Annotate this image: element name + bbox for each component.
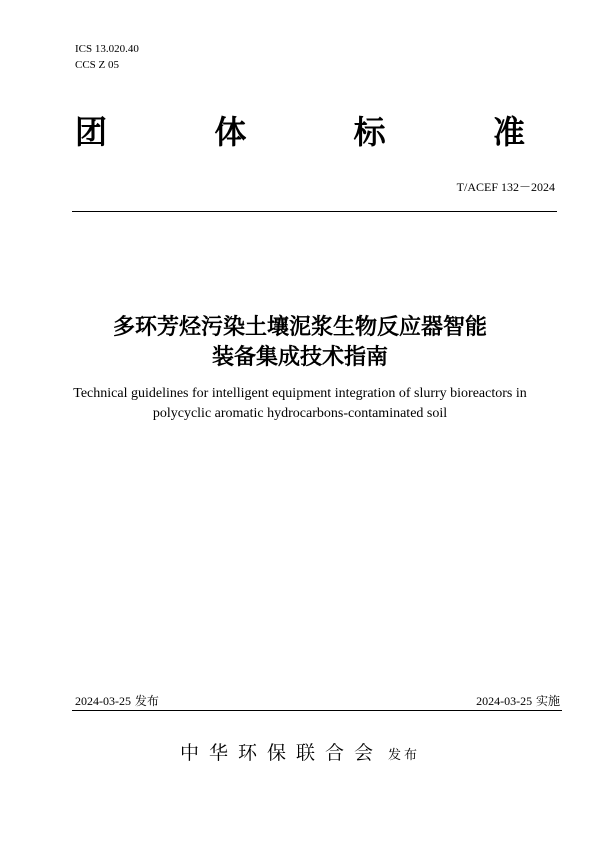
document-type-char: 标 [353, 113, 386, 151]
ccs-code: CCS Z 05 [75, 59, 120, 71]
chinese-title-line: 多环芳烃污染土壤泥浆生物反应器智能 [112, 315, 487, 340]
publisher-organization: 中华环保联合会 [179, 742, 383, 764]
issue-date-label: 发布 [134, 694, 159, 708]
issue-date-value: 2024-03-25 [75, 694, 131, 708]
bottom-divider [72, 710, 562, 711]
implementation-date-label: 实施 [535, 694, 560, 708]
document-type-char: 准 [492, 113, 525, 151]
publisher-action: 发布 [388, 748, 421, 763]
english-title-line: polycyclic aromatic hydrocarbons-contaminated soil [152, 406, 448, 421]
publisher [0, 738, 600, 765]
document-type-heading [75, 112, 525, 152]
implementation-date-value: 2024-03-25 [476, 694, 533, 708]
english-title [40, 384, 560, 424]
issue-date [75, 692, 159, 709]
document-type-char: 团 [75, 113, 108, 151]
ics-code: ICS 13.020.40 [75, 43, 139, 55]
standard-number: T/ACEF 132－2024 [456, 180, 555, 194]
english-title-line: Technical guidelines for intelligent equipment integration of slurry bioreactors in [73, 386, 527, 401]
chinese-title-line: 装备集成技术指南 [211, 345, 388, 370]
document-type-char: 体 [214, 113, 247, 151]
classification-codes [75, 41, 139, 73]
top-divider [72, 211, 557, 212]
implementation-date [476, 692, 560, 709]
chinese-title [40, 313, 560, 373]
